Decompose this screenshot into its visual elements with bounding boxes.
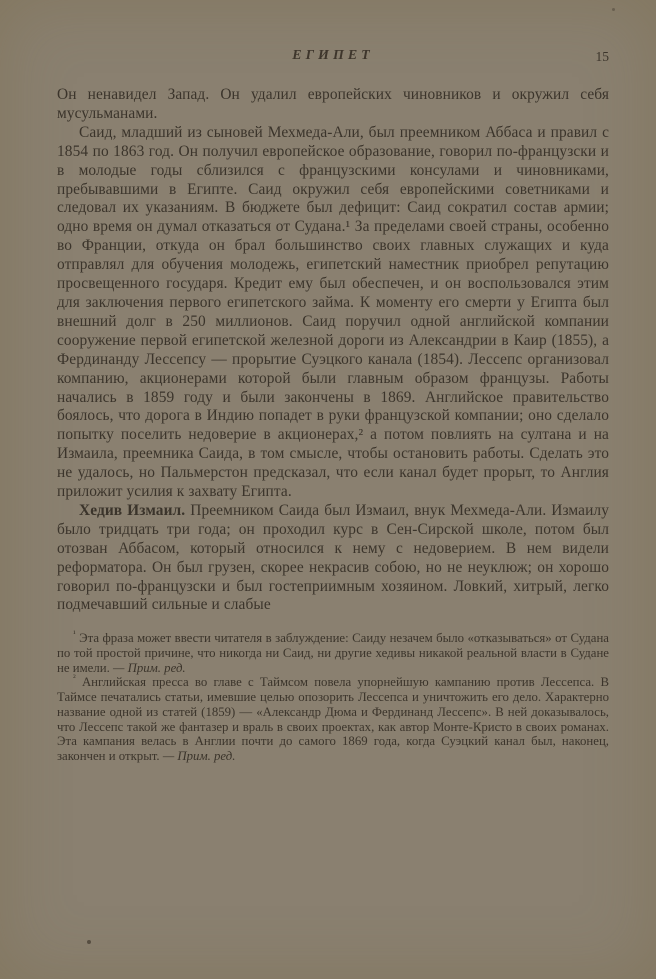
section-heading: Хедив Измаил.	[79, 501, 186, 519]
paragraph-text: Преемником Саида был Измаил, внук Мехмеда-Али. Измаилу было тридцать три года; он проходил курс в Сен-Сирской школе, потом был отозван Аббасом, который относился к нему с недоверием. В нем видели реформатора. Он был грузен, скорее некрасив собою, но не неуклюж; он хорошо говорил по-французски и был гостеприимным хозяином. Ловкий, хитрый, легко подмечавший сильные и слабые	[57, 501, 610, 614]
paragraph-said: Саид, младший из сыновей Мехмеда-Али, был преемником Аббаса и правил с 1854 по 1863 год. Он получил европейское образование, говорил по-французски и в молодые годы сблизился с французскими консулами и чиновниками, пребывавшими в Египте. Саид окружил себя европейскими советниками и следовал их указаниям. В бюджете был дефицит: Саид сократил состав армии; одно время он думал отказаться от Судана.¹ За пределами своей страны, особенно во Франции, откуда он брал большинство своих главных служащих и куда отправлял для обучения молодежь, египетский наместник приобрел репутацию просвещенного государя. Кредит ему был обеспечен, и он воспользовался этим для заключения первого египетского займа. К моменту его смерти у Египта был внешний долг в 250 миллионов. Саид поручил одной английской компании сооружение первой египетской железной дороги из Александрии в Каир (1855), а Фердинанду Лессепсу — прорытие Суэцкого канала (1854). Лессепс организовал компанию, акционерами которой были главным образом французы. Работы начались в 1859 году и были закончены в 1869. Английское правительство боялось, что дорога в Индию попадет в руки французской компании; оно сделало попытку поселить недоверие в акционерах,² а потом повлиять на султана и на Измаила, преемника Саида, в том смысле, чтобы остановить работы. Сделать это не удалось, но Пальмерстон предсказал, что если канал будет прорыт, то Англия приложит усилия к захвату Египта.	[57, 123, 609, 501]
page-header	[57, 48, 609, 66]
page-number: 15	[595, 49, 609, 64]
footnote-1	[57, 631, 609, 675]
footnote-2-text: Английская пресса во главе с Таймсом повела упорнейшую кампанию против Лессепса. В Таймсе печатались статьи, имевшие целью опозорить Лессепса и уничтожить его дело. Характерно название одной из статей (1859) — «Александр Дюма и Фердинанд Лессепс». В ней доказывалось, что Лессепс такой же фантазер и враль в своих проектах, как автор Монте-Кристо в своих романах. Эта кампания велась в Англии почти до самого 1869 года, когда Суэцкий канал был, наконец, закончен и открыт.	[57, 675, 609, 763]
footnote-1-text: Эта фраза может ввести читателя в заблуждение: Саиду незачем было «отказываться» от Судана по той простой причине, что никогда ни Саид, ни другие хедивы никакой реальной власти в Судане не имели.	[57, 631, 609, 675]
footnote-2-attribution: — Прим. ред.	[162, 749, 236, 763]
scan-speck	[87, 940, 91, 944]
body-text	[57, 86, 609, 615]
footnote-1-attribution: — Прим. ред.	[113, 660, 186, 675]
scan-speck	[612, 8, 615, 11]
footnotes-section	[57, 631, 609, 763]
footnote-1-marker: ¹	[73, 629, 76, 640]
paragraph-continuation: Он ненавидел Запад. Он удалил европейских чиновников и окружил себя мусульманами.	[57, 86, 609, 122]
footnote-2	[57, 675, 609, 763]
footnote-2-marker: ²	[73, 673, 76, 684]
page-content	[57, 48, 609, 764]
running-title: ЕГИПЕТ	[292, 48, 374, 63]
paragraph-khediv-izmail	[57, 502, 609, 615]
